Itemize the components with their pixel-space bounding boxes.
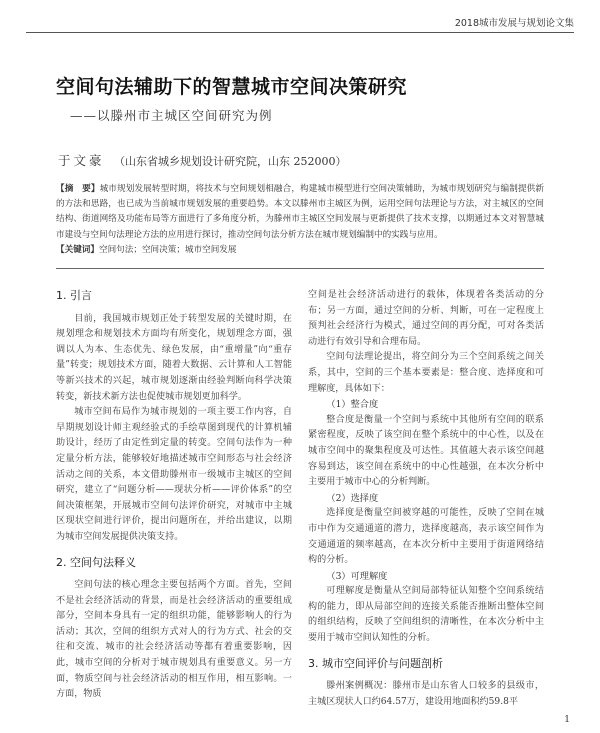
- section-3-paragraph-1: 滕州案例概况：滕州市是山东省人口较多的县级市，主城区现状人口约64.57万，建设用地面积约59.8平: [308, 681, 544, 707]
- keywords-text: 空间句法；空间决策；城市空间发展: [98, 244, 237, 255]
- abstract-divider: [56, 268, 544, 269]
- page-number: 1: [564, 715, 570, 725]
- section-1-paragraph-1: 目前，我国城市规划正处于转型发展的关键时期，在规划理念和规划技术方面均有所变化，规划理念方面，强调以人为本、生态优先、绿色发展，由“重增量”向“重存量”转变；规划技术方面，随着大数据、云计算和人工智能等新兴技术的兴起，城市规划逐渐由经验判断向科学决策转变，新技术新方法也促使城市规划更加科学。: [56, 313, 292, 402]
- section-2-paragraph-continued: 空间是社会经济活动进行的载体，体现着各类活动的分布；另一方面，通过空间的分析、判断，可在一定程度上预判社会经济行为模式，通过空间的再分配，可对各类活动进行有效引导和合理布局。: [308, 290, 544, 347]
- right-column: [308, 288, 544, 710]
- section-2-paragraph-intro: 空间句法理论提出，将空间分为三个空间系统之间关系，其中，空间的三个基本要素是：整合度、选择度和可理解度，具体如下：: [308, 352, 544, 394]
- paragraph-choice: 选择度是衡量空间被穿越的可能性，反映了空间在城市中作为交通通道的潜力，选择度越高，表示该空间作为交通通道的频率越高，在本次分析中主要用于街道网络结构的分析。: [308, 508, 544, 566]
- paper-title: 空间句法辅助下的智慧城市空间决策研究: [56, 76, 408, 98]
- journal-title: 2018城市发展与规划论文集: [454, 18, 574, 29]
- section-1-heading: 1. 引言: [56, 289, 92, 302]
- paragraph-intelligibility: 可理解度是衡量从空间局部特征认知整个空间系统结构的能力，即从局部空间的连接关系能否推断出整体空间的组织结构，反映了空间组织的清晰性，在本次分析中主要用于城市空间认知性的分析。: [308, 586, 544, 644]
- author-name: 于文豪: [58, 153, 105, 168]
- abstract-text: 城市规划发展转型时期，将技术与空间规划相融合，构建城市模型进行空间决策辅助，为城市规划研究与编制提供新的方法和思路，也已成为当前城市规划发展的重要趋势。本文以滕州市主城区为例，运用空间句法理论与方法，对主城区的空间结构、街道网络及功能布局等方面进行了多角度分析，为滕州市主城区空间发展与更新提供了技术支撑，以期通过本文对智慧城市建设与空间句法理论方法的应用进行探讨，推动空间句法分析方法在城市规划编制中的实践与应用。: [56, 184, 544, 240]
- subheading-integration: （1）整合度: [326, 399, 379, 411]
- paragraph-integration: 整合度是衡量一个空间与系统中其他所有空间的联系紧密程度，反映了该空间在整个系统中的中心性，以及在城市空间中的聚集程度及可达性。其值越大表示该空间越容易到达，该空间在系统中的中心性越强，在本次分析中主要用于城市中心的分析判断。: [308, 414, 544, 488]
- byline: [58, 151, 347, 169]
- section-2-heading: 2. 空间句法释义: [56, 555, 136, 569]
- section-2-paragraph-1: 空间句法的核心理念主要包括两个方面。首先，空间不是社会经济活动的背景，而是社会经济活动的重要组成部分，空间本身具有一定的组织功能，能够影响人的行为活动；其次，空间的组织方式对人的行为方式、社会的交往和交流、城市的社会经济活动等都有着重要影响，因此，城市空间的分析对于城市规划具有重要意义。另一方面，物质空间与社会经济活动的相互作用，相互影响。一方面，物质: [56, 580, 292, 700]
- keywords-line: [56, 243, 544, 258]
- left-column: [56, 288, 292, 703]
- abstract: [56, 182, 544, 258]
- abstract-label: 【摘 要】: [56, 184, 100, 194]
- section-3-heading: 3. 城市空间评价与问题剖析: [308, 656, 443, 670]
- section-1-paragraph-2: 城市空间布局作为城市规划的一项主要工作内容，自早期规划设计师主观经验式的手绘草图到现代的计算机辅助设计，经历了由定性到定量的转变。空间句法作为一种定量分析方法，能够较好地描述城市空间形态与社会经济活动之间的关系，本文借助滕州市一级城市主城区的空间研究，建立了“问题分析——现状分析——评价体系”的空间决策框架，开展城市空间句法评价研究，对城市中主城区现状空间进行评价，提出问题所在，并给出建议，以期为城市空间发展提供决策支持。: [56, 407, 292, 542]
- keywords-label: 【关键词】: [56, 244, 99, 255]
- subheading-choice: （2）选择度: [326, 492, 379, 504]
- author-affiliation: （山东省城乡规划设计研究院，山东 252000）: [114, 155, 347, 168]
- subheading-intelligibility: （3）可理解度: [326, 570, 388, 582]
- paper-subtitle: ——以滕州市主城区空间研究为例: [70, 108, 273, 123]
- running-header: [26, 14, 574, 33]
